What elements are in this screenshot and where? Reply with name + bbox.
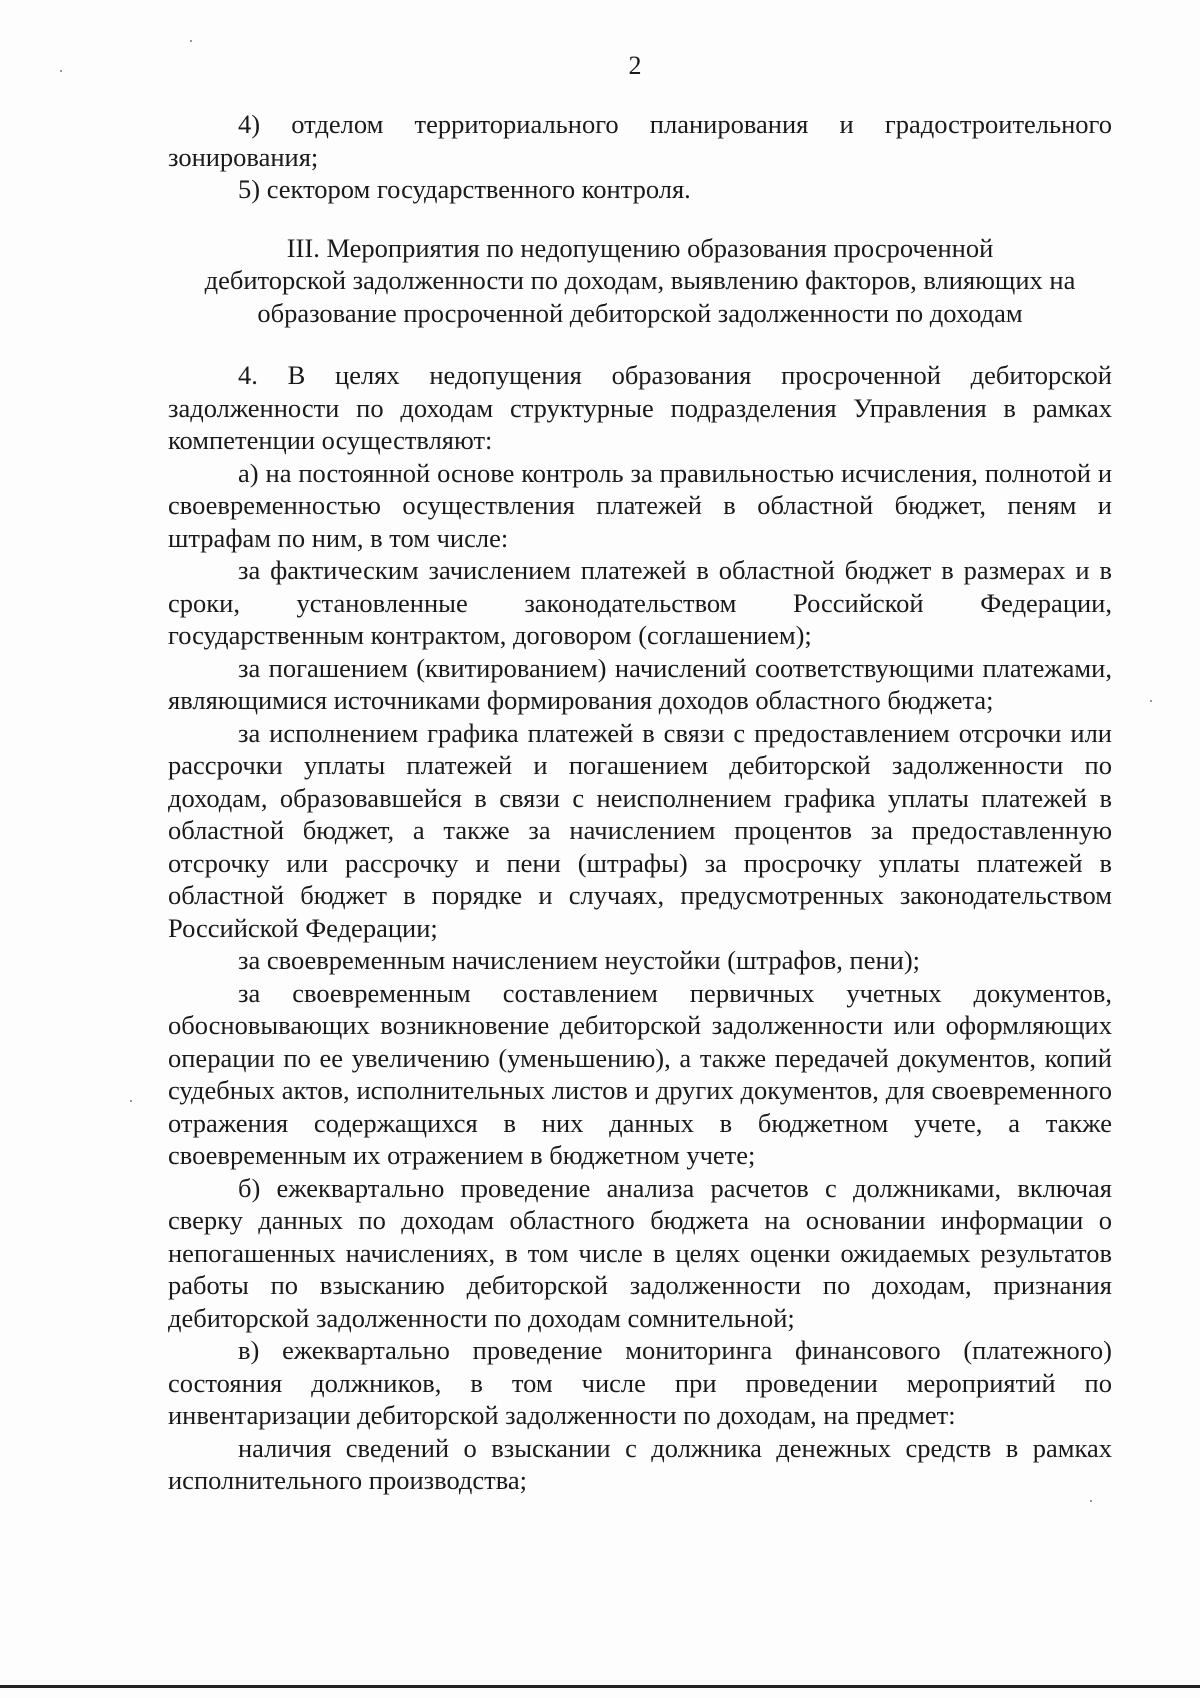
- paragraph-clause-4: 4. В целях недопущения образования просроченной дебиторской задолженности по доходам структурные подразделения Управления в рамках компетенции осуществляют:: [168, 360, 1112, 455]
- paragraph-subclause-b: б) ежеквартально проведение анализа расчетов с должниками, включая сверку данных по доходам областного бюджета на основании информации о непогашенных начислениях, в том числе в целях оценки ожидаемых результатов работы по взысканию дебиторской задолженности по доходам, признания дебиторской задолженности по доходам сомнительной;: [168, 1172, 1112, 1333]
- section-heading-line: III. Мероприятия по недопущению образования просроченной: [286, 232, 994, 263]
- paragraph-subclause-v: в) ежеквартально проведение мониторинга финансового (платежного) состояния должников, в том числе при проведении мероприятий по инвентаризации дебиторской задолженности по доходам, на предмет:: [168, 1335, 1112, 1430]
- scan-border: [0, 1685, 1200, 1688]
- list-item-5: 5) сектором государственного контроля.: [238, 174, 691, 204]
- section-heading-line: образование просроченной дебиторской задолженности по доходам: [257, 297, 1023, 328]
- scan-speck: [1090, 1500, 1092, 1502]
- paragraph: за исполнением графика платежей в связи с предоставлением отсрочки или рассрочки уплаты платежей и погашением дебиторской задолженности по доходам, образовавшейся в связи с неисполнением графика уплаты платежей в областной бюджет, а также за начислением процентов за предоставленную отсрочку или рассрочку и пени (штрафы) за просрочку уплаты платежей в областной бюджет в порядке и случаях, предусмотренных законодательством Российской Федерации;: [168, 717, 1112, 943]
- paragraph-subclause-a: а) на постоянной основе контроль за правильностью исчисления, полнотой и своевременностью осуществления платежей в областной бюджет, пеням и штрафам по ним, в том числе:: [168, 457, 1112, 553]
- paragraph: за своевременным начислением неустойки (штрафов, пени);: [238, 945, 921, 975]
- scan-speck: [130, 1100, 132, 1102]
- list-item-4: 4) отделом территориального планирования и градостроительного зонирования;: [168, 109, 1112, 172]
- paragraph: за погашением (квитированием) начислений соответствующими платежами, являющимися источниками формирования доходов областного бюджета;: [168, 652, 1112, 715]
- scan-speck: [1150, 700, 1152, 702]
- paragraph: за своевременным составлением первичных учетных документов, обосновывающих возникновение дебиторской задолженности или оформляющих операции по ее увеличению (уменьшению), а также передачей документов, копий судебных актов, исполнительных листов и других документов, для своевременного отражения содержащихся в них данных в бюджетном учете, а также своевременным их отражением в бюджетном учете;: [168, 977, 1112, 1170]
- page-number: 2: [628, 51, 642, 80]
- scan-speck: [60, 70, 62, 72]
- paragraph: наличия сведений о взыскании с должника денежных средств в рамках исполнительного производства;: [168, 1432, 1112, 1495]
- paragraph: за фактическим зачислением платежей в областной бюджет в размерах и в сроки, установленные законодательством Российской Федерации, государственным контрактом, договором (соглашением);: [168, 555, 1112, 650]
- document-body: [168, 108, 1112, 1497]
- section-heading-line: дебиторской задолженности по доходам, выявлению факторов, влияющих на: [204, 265, 1076, 295]
- scan-speck: [190, 40, 192, 42]
- section-heading: [168, 232, 1112, 330]
